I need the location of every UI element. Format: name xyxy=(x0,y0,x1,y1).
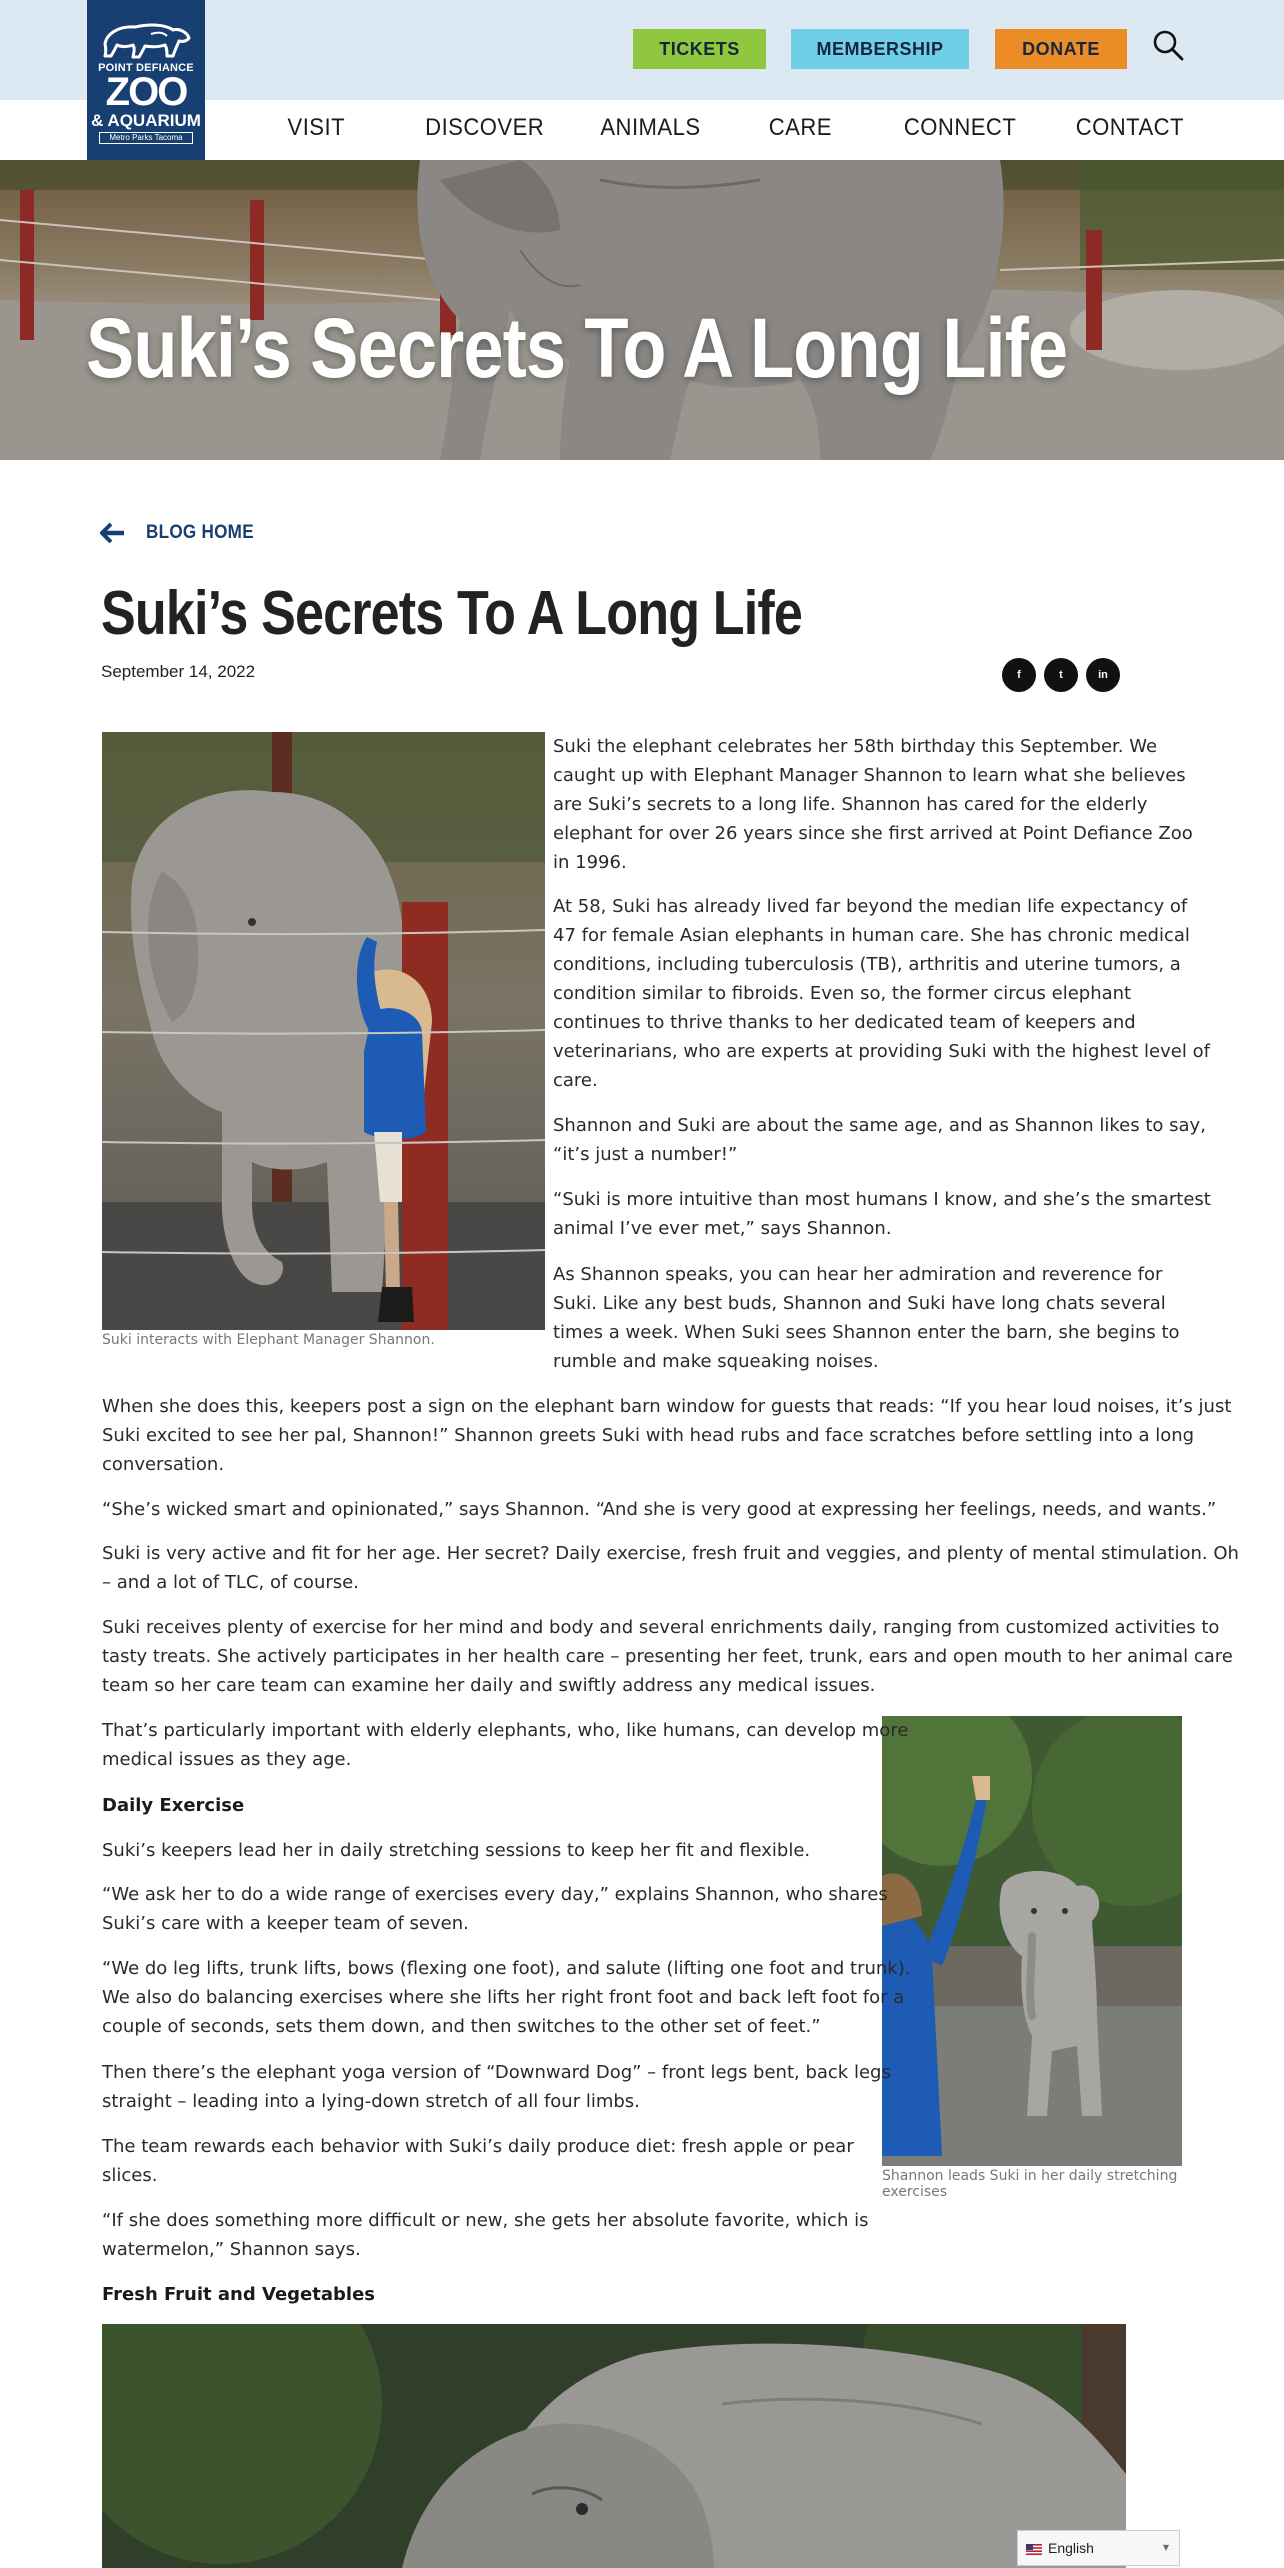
nav-item-visit[interactable]: VISIT xyxy=(287,114,346,141)
paragraph-16: “If she does something more difficult or new, she gets her absolute favorite, which is watermelon,” Shannon says. xyxy=(102,2210,869,2260)
polar-bear-icon xyxy=(99,14,193,62)
paragraph-11: Suki’s keepers lead her in daily stretching sessions to keep her fit and flexible. xyxy=(102,1840,811,1861)
language-selector[interactable] xyxy=(1017,2530,1180,2566)
paragraph-5: As Shannon speaks, you can hear her admiration and reverence for Suki. Like any best buds, Shannon and Suki have long chats several times a week. When Suki sees Shannon enter the barn, she begins to rumble and make squeaking noises. xyxy=(553,1264,1180,1372)
tickets-button[interactable]: TICKETS xyxy=(633,29,766,69)
nav-item-animals[interactable]: ANIMALS xyxy=(600,114,701,141)
twitter-share-button[interactable]: t xyxy=(1044,658,1078,692)
facebook-share-button[interactable]: f xyxy=(1002,658,1036,692)
blog-home-link[interactable] xyxy=(100,518,266,548)
language-label: English xyxy=(1048,2540,1094,2556)
photo-caption-1: Suki interacts with Elephant Manager Shannon. xyxy=(102,1332,435,1348)
hero-title: Suki’s Secrets To A Long Life xyxy=(86,301,1068,395)
paragraph-14: Then there’s the elephant yoga version of “Downward Dog” – front legs bent, back legs straight – leading into a lying-down stretch of all four limbs. xyxy=(102,2062,891,2112)
photo-suki-and-shannon xyxy=(102,732,545,1330)
nav-item-discover[interactable]: DISCOVER xyxy=(425,114,545,141)
paragraph-1: Suki the elephant celebrates her 58th birthday this September. We caught up with Elephant Manager Shannon to learn what she believes are Suki’s secrets to a long life. Shannon has cared for the elderly elephant for over 26 years since she first arrived at Point Defiance Zoo in 1996. xyxy=(553,736,1193,873)
logo-line-4: Metro Parks Tacoma xyxy=(99,132,193,144)
search-icon[interactable] xyxy=(1150,28,1186,64)
photo-caption-2: Shannon leads Suki in her daily stretching exercises xyxy=(882,2168,1178,2200)
logo-line-3: & AQUARIUM xyxy=(91,111,201,130)
heading-daily-exercise: Daily Exercise xyxy=(102,1795,245,1816)
paragraph-15: The team rewards each behavior with Suki’s daily produce diet: fresh apple or pear slices. xyxy=(102,2136,854,2186)
paragraph-6: When she does this, keepers post a sign on the elephant barn window for guests that reads: “If you hear loud noises, it’s just Suki excited to see her pal, Shannon!” Shannon greets Suki with head rubs and face scratches before settling into a long conversation. xyxy=(102,1396,1232,1475)
paragraph-3: Shannon and Suki are about the same age, and as Shannon likes to say, “it’s just a number!” xyxy=(553,1115,1206,1165)
nav-item-contact[interactable]: CONTACT xyxy=(1075,114,1185,141)
nav-item-connect[interactable]: CONNECT xyxy=(903,114,1017,141)
donate-button[interactable]: DONATE xyxy=(995,29,1127,69)
blog-home-label: BLOG HOME xyxy=(146,522,254,543)
paragraph-12: “We ask her to do a wide range of exercises every day,” explains Shannon, who shares Suki’s care with a keeper team of seven. xyxy=(102,1884,888,1934)
heading-fresh-fruit: Fresh Fruit and Vegetables xyxy=(102,2284,375,2305)
linkedin-share-button[interactable]: in xyxy=(1086,658,1120,692)
photo-suki-stretching xyxy=(882,1716,1182,2166)
paragraph-9: Suki receives plenty of exercise for her mind and body and several enrichments daily, ranging from customized activities to tasty treats. She actively participates in her health care – presenting her feet, trunk, ears and open mouth to her animal care team so her care team can examine her daily and swiftly address any medical issues. xyxy=(102,1617,1233,1696)
chevron-down-icon: ▾ xyxy=(1162,2540,1169,2554)
post-title: Suki’s Secrets To A Long Life xyxy=(101,579,803,648)
post-date: September 14, 2022 xyxy=(101,662,256,681)
paragraph-10: That’s particularly important with elderly elephants, who, like humans, can develop more medical issues as they age. xyxy=(102,1720,909,1770)
us-flag-icon xyxy=(1026,2544,1042,2555)
paragraph-13: “We do leg lifts, trunk lifts, bows (flexing one foot), and salute (lifting one foot and trunk). We also do balancing exercises where she lifts her right front foot and back left foot for a couple of seconds, sets them down, and then switches to the other set of feet.” xyxy=(102,1958,911,2037)
paragraph-4: “Suki is more intuitive than most humans I know, and she’s the smartest animal I’ve ever met,” says Shannon. xyxy=(553,1189,1211,1239)
photo-suki-closeup xyxy=(102,2324,1126,2568)
logo-line-2: ZOO xyxy=(105,70,187,114)
paragraph-7: “She’s wicked smart and opinionated,” says Shannon. “And she is very good at expressing her feelings, needs, and wants.” xyxy=(102,1499,1217,1520)
membership-button[interactable]: MEMBERSHIP xyxy=(791,29,969,69)
back-arrow-icon xyxy=(100,522,126,544)
paragraph-2: At 58, Suki has already lived far beyond the median life expectancy of 47 for female Asian elephants in human care. She has chronic medical conditions, including tuberculosis (TB), arthritis and uterine tumors, a condition similar to fibroids. Even so, the former circus elephant continues to thrive thanks to her dedicated team of keepers and veterinarians, who are experts at providing Suki with the highest level of care. xyxy=(553,896,1210,1091)
zoo-logo[interactable] xyxy=(87,0,205,160)
paragraph-8: Suki is very active and fit for her age. Her secret? Daily exercise, fresh fruit and veggies, and plenty of mental stimulation. Oh – and a lot of TLC, of course. xyxy=(102,1543,1239,1593)
nav-item-care[interactable]: CARE xyxy=(768,114,832,141)
logo-line-1: POINT DEFIANCE xyxy=(98,62,194,74)
hero-banner xyxy=(0,160,1284,460)
